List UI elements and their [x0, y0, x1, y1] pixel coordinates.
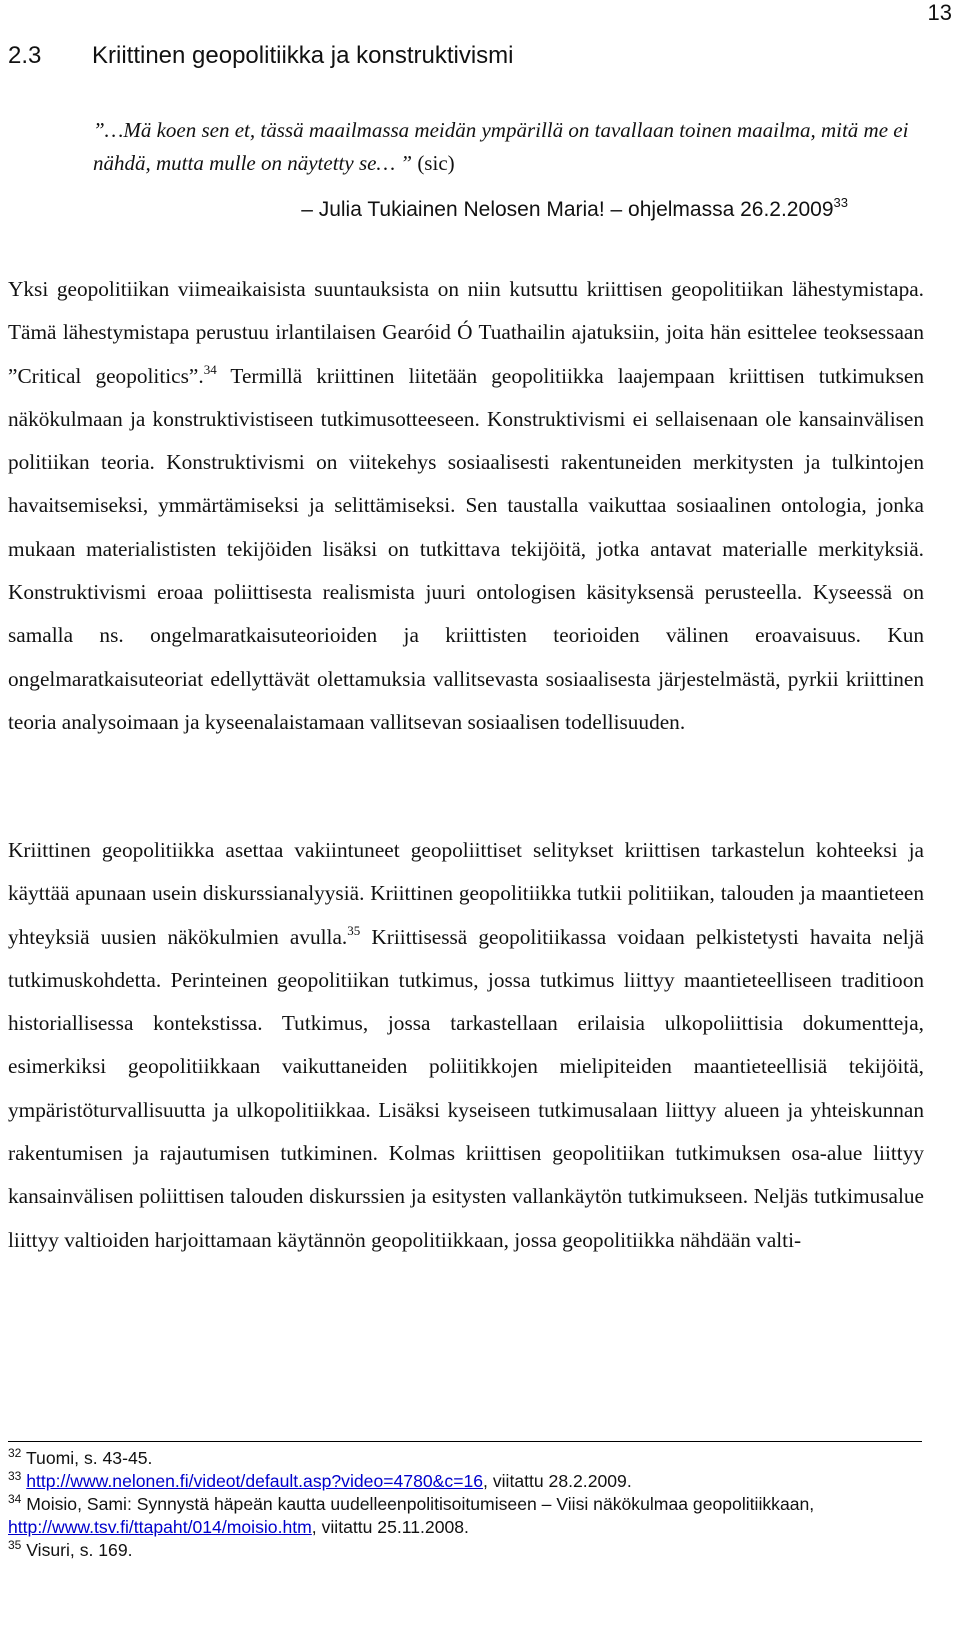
paragraph-2-text-a: Kriittinen geopolitiikka asettaa vakiintuneet geopoliittiset selitykset kriittisen tarkastelun kohteeksi ja käyttää apunaan usein diskurssianalyysiä. Kriittinen geopolitiikka tutkii politiikan, talouden ja maantieteen yhteyksiä uusien näkökulmien avulla.	[8, 838, 924, 949]
page-number: 13	[927, 0, 952, 25]
footnotes	[8, 1447, 924, 1562]
footnote-number: 34	[8, 1492, 22, 1506]
footnote-33	[8, 1470, 924, 1493]
paragraph-2-text-b: Kriittisessä geopolitiikassa voidaan pelkistetysti havaita neljä tutkimuskohdetta. Perinteinen geopolitiikan tutkimus, jossa tutkimus liittyy maantieteelliseen traditioon historiallisessa kontekstissa. Tutkimus, jossa tarkastellaan erilaisia ulkopoliittisia dokumentteja, esimerkiksi geopolitiikkaan vaikuttaneiden poliitikkojen mielipiteiden maantieteellisiä tekijöitä, ympäristöturvallisuutta ja ulkopolitiikkaa. Lisäksi kyseiseen tutkimusalaan liittyy alueen ja yhteiskunnan rakentumisen ja rajautumisen tutkiminen. Kolmas kriittisen geopolitiikan tutkimuksen osa-alue liittyy kansainvälisen poliittisen talouden diskurssien ja esitysten vallankäytön tutkimukseen. Neljäs tutkimusalue liittyy valtioiden harjoittamaan käytännön geopolitiikkaan, jossa geopolitiikka nähdään valti-	[8, 924, 924, 1252]
footnote-text: Visuri, s. 169.	[26, 1540, 133, 1560]
footnote-text: , viitattu 28.2.2009.	[483, 1471, 632, 1491]
section-number: 2.3	[8, 42, 42, 69]
section-title: Kriittinen geopolitiikka ja konstruktivismi	[92, 42, 514, 69]
footnote-number: 35	[8, 1538, 22, 1552]
section-heading	[8, 42, 514, 70]
footnote-text: Moisio, Sami: Synnystä häpeän kautta uudelleenpolitisoitumiseen – Viisi näkökulmaa geopolitiikkaan,	[26, 1494, 815, 1514]
footnote-link[interactable]: http://www.tsv.fi/ttapaht/014/moisio.htm	[8, 1517, 312, 1537]
body-paragraph-2	[8, 829, 924, 1262]
footnote-text: Tuomi, s. 43-45.	[25, 1448, 153, 1468]
footnote-link[interactable]: http://www.nelonen.fi/videot/default.asp?video=4780&c=16	[26, 1471, 484, 1491]
body-paragraph-1	[8, 268, 924, 744]
epigraph-text: ”…Mä koen sen et, tässä maailmassa meidän ympärillä on tavallaan toinen maailma, mitä me ei nähdä, mutta mulle on näytetty se… ”	[93, 118, 909, 175]
footnote-ref-33[interactable]: 33	[833, 195, 848, 210]
footnote-32	[8, 1447, 924, 1470]
epigraph-source-text: – Julia Tukiainen Nelosen Maria! – ohjelmassa 26.2.2009	[301, 198, 834, 221]
footnote-ref-35[interactable]: 35	[347, 922, 361, 938]
epigraph-source	[301, 195, 848, 222]
footnote-number: 33	[8, 1469, 22, 1483]
paragraph-1-text-b: Termillä kriittinen liitetään geopolitiikka laajempaan kriittisen tutkimuksen näkökulmaan ja konstruktivistiseen tutkimusotteeseen. Konstruktivismi ei sellaisenaan ole kansainvälisen politiikan teoria. Konstruktivismi on viitekehys sosiaalisesti rakentuneiden merkitysten ja tulkintojen havaitsemiseksi, ymmärtämiseksi ja selittämiseksi. Sen taustalla vaikuttaa sosiaalinen ontologia, jonka mukaan materialististen tekijöiden lisäksi on tutkittava tekijöitä, jotka antavat materialle merkityksiä. Konstruktivismi eroaa poliittisesta realismista juuri ontologisen käsityksensä perusteella. Kyseessä on samalla ns. ongelmaratkaisuteorioiden ja kriittisten teorioiden välinen eroavaisuus. Kun ongelmaratkaisuteoriat edellyttävät olettamuksia vallitsevasta sosiaalisesta järjestelmästä, pyrkii kriittinen teoria analysoimaan ja kyseenalaistamaan vallitsevan sosiaalisen todellisuuden.	[8, 363, 924, 734]
paragraph-1-text-a: Yksi geopolitiikan viimeaikaisista suuntauksista on niin kutsuttu kriittisen geopolitiikan lähestymistapa. Tämä lähestymistapa perustuu irlantilaisen Gearóid Ó Tuathailin ajatuksiin, joita hän esittelee teoksessaan ”Critical geopolitics”.	[8, 277, 924, 388]
epigraph-sic: (sic)	[417, 151, 455, 175]
footnote-number: 32	[8, 1446, 22, 1460]
footnote-separator	[8, 1441, 922, 1442]
epigraph	[93, 114, 923, 180]
footnote-ref-34[interactable]: 34	[203, 361, 217, 377]
footnote-34	[8, 1493, 924, 1539]
footnote-text-end: , viitattu 25.11.2008.	[311, 1517, 469, 1537]
footnote-35	[8, 1539, 924, 1562]
